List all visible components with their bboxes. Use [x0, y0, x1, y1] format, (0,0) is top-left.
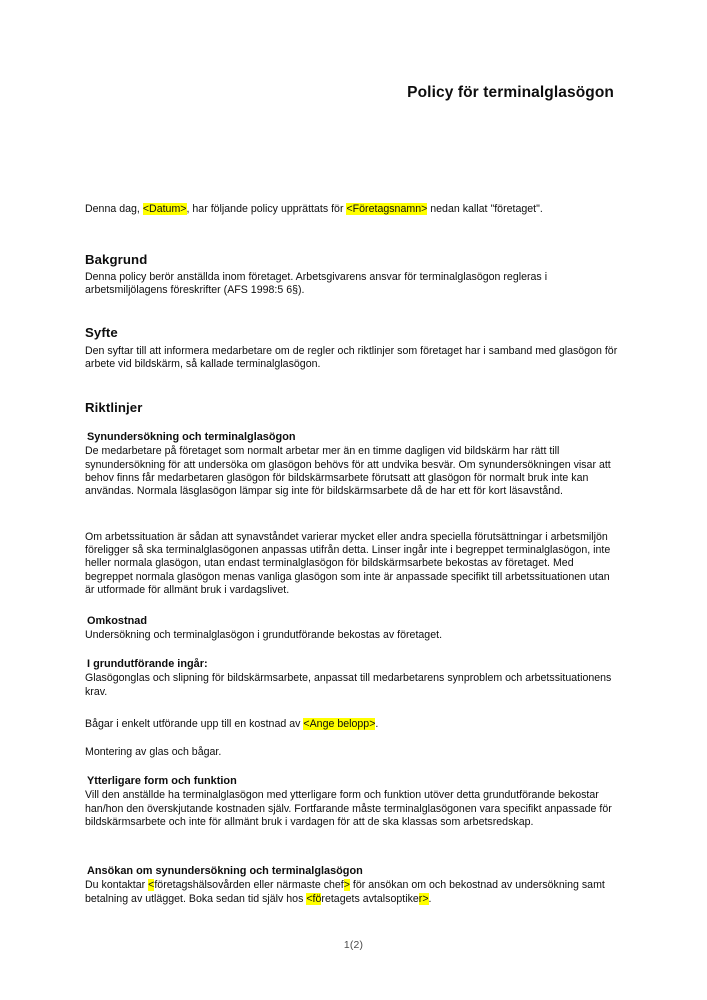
page-number-footer: 1(2) [343, 940, 364, 951]
placeholder-optician-text[interactable]: retagets avtalsoptike [321, 892, 419, 905]
subsection-heading-grundutforande: I grundutförande ingår: [87, 658, 208, 670]
paragraph-omkostnad: Undersökning och terminalglasögon i grundutförande bekostas av företaget. [85, 629, 443, 642]
section-heading-bakgrund: Bakgrund [85, 252, 148, 267]
subsection-heading-synundersokning: Synundersökning och terminalglasögon [87, 431, 296, 443]
paragraph-grundutforande-1: Glasögonglas och slipning för bildskärmsarbete, anpassat till medarbetarens synproblem och arbetssituationens krav. [85, 672, 612, 698]
paragraph-syfte: Den syftar till att informera medarbetare om de regler och riktlinjer som företaget har i samband med glasögon för arbete vid bildskärm, så kallade terminalglasögon. [85, 345, 618, 371]
intro-paragraph-block [85, 203, 622, 216]
paragraph-ytterligare: Vill den anställde ha terminalglasögon med ytterligare form och funktion utöver detta grundutförande bekostar han/hon den överskjutande kostnaden själv. Fortfarande måste terminalglasögonen vara specifikt anpassade för bildskärmsarbete och inte för allmänt bruk i vardagen för att de ska klassas som arbetsredskap. [85, 789, 612, 828]
intro-text-part3: nedan kallat "företaget". [427, 203, 543, 215]
intro-text-part2: , har följande policy upprättats för [186, 203, 347, 215]
amount-text-part2: . [375, 718, 379, 730]
amount-text-part1: Bågar i enkelt utförande upp till en kostnad av [85, 718, 304, 730]
section-bakgrund [85, 252, 622, 267]
placeholder-optician-close-bracket[interactable]: r> [418, 892, 429, 905]
section-syfte-body [85, 345, 622, 371]
section-heading-syfte: Syfte [85, 325, 118, 340]
paragraph-synundersokning-2: Om arbetssituation är sådan att synavståndet varierar mycket eller andra speciella förutsättningar i arbetsmiljön föreligger så ska terminalglasögonen anpassas utifrån detta. Linser ingår inte i begreppet terminalglasögon, inte heller normala glasögon, utan endast terminalglasögon för bildskärmsarbete bekostas av företaget. Med begreppet normala glasögon menas vanliga glasögon som inte är anpassade specifikt till arbetssituationen utan är utformade för allmänt bruk i vardagslivet. [85, 531, 611, 596]
page-title: Policy för terminalglasögon [407, 84, 614, 101]
placeholder-contact-open-bracket[interactable]: < [148, 879, 155, 892]
section-bakgrund-body [85, 271, 622, 297]
subsection-heading-ytterligare: Ytterligare form och funktion [87, 775, 237, 787]
subsection-grundutforande-mounting [85, 746, 622, 759]
ansokan-text-part1: Du kontaktar [85, 879, 149, 892]
paragraph-bakgrund: Denna policy berör anställda inom företaget. Arbetsgivarens ansvar för terminalglasögon regleras i arbetsmiljölagens föreskrifter (AFS 1998:5 6§). [85, 271, 548, 297]
placeholder-date[interactable]: <Datum> [142, 203, 187, 215]
subsection-heading-omkostnad: Omkostnad [87, 615, 147, 627]
subsection-ansokan [85, 865, 622, 906]
subsection-omkostnad [85, 615, 622, 643]
subsection-synundersokning-second [85, 531, 622, 597]
placeholder-optician-open-bracket[interactable]: <fö [306, 892, 322, 905]
section-syfte [85, 325, 622, 340]
subsection-synundersokning [85, 431, 622, 498]
intro-text-part1: Denna dag, [85, 203, 143, 215]
ansokan-text-part3: . [428, 892, 432, 905]
placeholder-contact-text[interactable]: företagshälsovården eller närmaste chef [154, 879, 344, 892]
subsection-grundutforande-amount [85, 718, 622, 731]
subsection-heading-ansokan: Ansökan om synundersökning och terminalglasögon [87, 865, 363, 877]
paragraph-grundutforande-3: Montering av glas och bågar. [85, 746, 222, 758]
placeholder-amount[interactable]: <Ange belopp> [303, 718, 376, 730]
paragraph-ansokan [85, 879, 622, 905]
intro-paragraph [85, 203, 622, 216]
section-heading-riktlinjer: Riktlinjer [85, 400, 143, 415]
placeholder-company-name[interactable]: <Företagsnamn> [346, 203, 428, 215]
paragraph-grundutforande-2 [85, 718, 622, 731]
subsection-ytterligare [85, 775, 622, 829]
section-riktlinjer [85, 400, 622, 415]
ansokan-text-part2: för ansökan om och bekostnad av undersökning samt betalning av utlägget. Boka sedan tid själv hos [85, 879, 605, 905]
subsection-grundutforande [85, 658, 622, 699]
placeholder-contact-close-bracket[interactable]: > [343, 879, 350, 892]
paragraph-synundersokning-1: De medarbetare på företaget som normalt arbetar mer än en timme dagligen vid bildskärm har rätt till synundersökning för att undersöka om glasögon behövs för att undvika besvär. Om synundersökningen visar att behov finns får medarbetaren glasögon för bildskärmsarbete förutsatt att glasögon för normalt bruk inte kan användas. Normala läsglasögon lämpar sig inte för bildskärmsarbete då de har ett för kort läsavstånd. [85, 445, 611, 498]
